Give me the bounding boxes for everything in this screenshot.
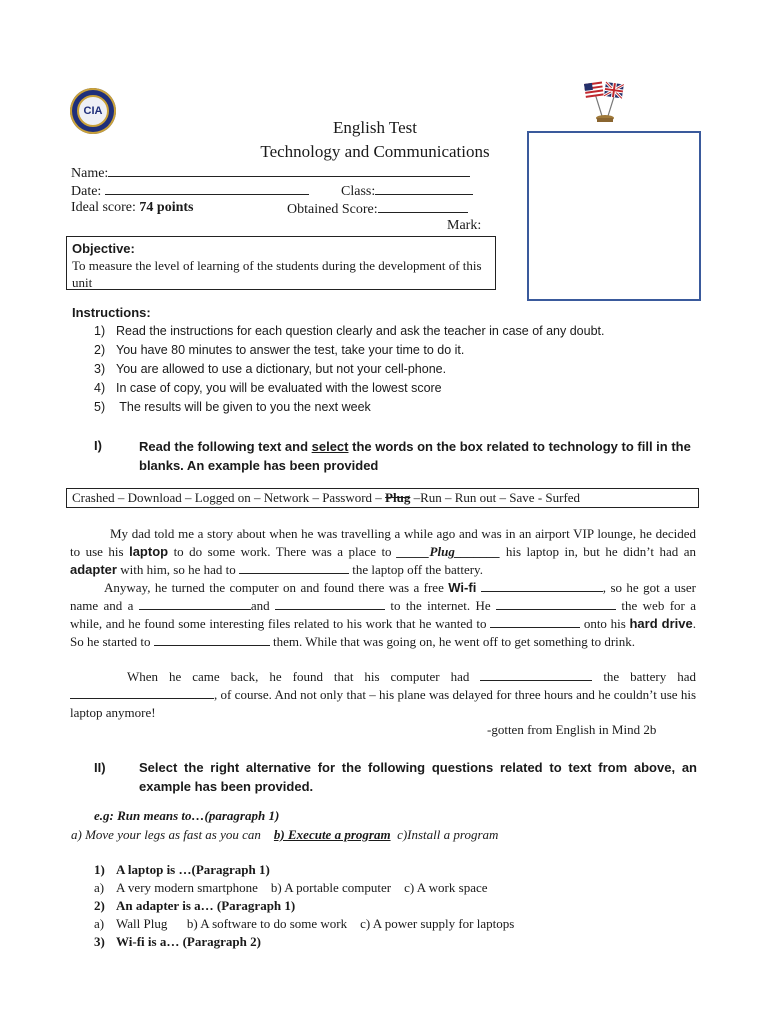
obtained-score-label: Obtained Score: <box>287 202 378 217</box>
blank-1[interactable] <box>239 562 349 574</box>
ideal-score-label: Ideal score: <box>71 200 136 215</box>
name-field[interactable] <box>71 164 470 182</box>
instruction-item: 3) You are allowed to use a dictionary, but not your cell-phone. <box>94 362 447 376</box>
class-label: Class: <box>341 184 376 199</box>
objective-heading: Objective: <box>72 241 135 256</box>
class-line[interactable] <box>375 182 473 195</box>
example-word: Plug <box>385 490 411 505</box>
word-box: Crashed – Download – Logged on – Network – Password – Plug –Run – Run out – Save - Surfed <box>66 488 699 508</box>
q2-option-b[interactable]: b) A software to do some work <box>186 916 348 931</box>
q2-option-c[interactable]: c) A power supply for laptops <box>360 916 515 931</box>
mark-label: Mark: <box>447 218 482 233</box>
story-paragraph-2: Anyway, he turned the computer on and found there was a free Wi-fi , so he got a user name and a and to the internet. He the web for a while, and he found some interesting files related to his work that he wanted to onto his hard drive. So he started to them. While that was going on, he went off to get something to drink. <box>70 580 697 649</box>
example-answer: _____Plug_______ <box>397 544 501 559</box>
q2-option-a[interactable]: Wall Plug <box>116 916 168 931</box>
q1-option-a[interactable]: A very modern smartphone <box>116 880 258 895</box>
name-line[interactable] <box>108 164 470 177</box>
instruction-item: 4) In case of copy, you will be evaluated with the lowest score <box>94 381 442 395</box>
objective-box <box>66 236 496 290</box>
question-1: 1) A laptop is …(Paragraph 1) <box>94 862 270 877</box>
blank-2[interactable] <box>481 580 603 592</box>
date-field[interactable] <box>71 182 309 200</box>
example-option-b: b) Execute a program <box>273 827 391 842</box>
test-subtitle: Technology and Communications <box>260 142 490 161</box>
section-1-number: I) <box>94 438 102 453</box>
question-2: 2) An adapter is a… (Paragraph 1) <box>94 898 296 913</box>
section-2-instructions: Select the right alternative for the following questions related to text from above, an example has been provided. <box>139 760 697 794</box>
date-label: Date: <box>71 184 102 199</box>
blank-3[interactable] <box>139 598 251 610</box>
name-label: Name: <box>71 166 109 181</box>
question-2-options: a) Wall Plug b) A software to do some work c) A power supply for laptops <box>94 916 515 931</box>
q1-option-c[interactable]: c) A work space <box>404 880 488 895</box>
test-title: English Test <box>333 118 417 137</box>
example-option-a: a) Move your legs as fast as you can <box>71 827 261 842</box>
question-1-options: a) A very modern smartphone b) A portable computer c) A work space <box>94 880 488 895</box>
section-2-number: II) <box>94 760 106 775</box>
source-citation: -gotten from English in Mind 2b <box>487 722 657 737</box>
blank-5[interactable] <box>496 598 616 610</box>
objective-text: To measure the level of learning of the students during the development of this unit <box>72 258 482 290</box>
instruction-item: 1) Read the instructions for each question clearly and ask the teacher in case of any doubt. <box>94 324 605 338</box>
question-3: 3) Wi-fi is a… (Paragraph 2) <box>94 934 261 949</box>
example-question: e.g: Run means to…(paragraph 1) <box>94 808 280 823</box>
obtained-score-field[interactable] <box>287 200 468 218</box>
blank-7[interactable] <box>154 634 270 646</box>
school-logo-text: CIA <box>77 95 109 127</box>
instructions-heading: Instructions: <box>72 305 151 320</box>
section-1-instructions: Read the following text and select the words on the box related to technology to fill in the blanks. An example has been provided <box>139 439 691 473</box>
ideal-score <box>71 200 194 216</box>
date-line[interactable] <box>105 182 309 195</box>
mark-field[interactable] <box>447 218 481 234</box>
blank-8[interactable] <box>480 669 592 681</box>
ideal-score-value: 74 points <box>139 200 194 215</box>
example-option-c: c)Install a program <box>397 827 499 842</box>
obtained-score-line[interactable] <box>378 200 468 213</box>
class-field[interactable] <box>341 182 473 200</box>
instruction-item: 2) You have 80 minutes to answer the test, take your time to do it. <box>94 343 465 357</box>
blank-4[interactable] <box>275 598 385 610</box>
story-paragraph-3: When he came back, he found that his computer had the battery had, of course. And not only that – his plane was delayed for three hours and he couldn’t use his laptop anymore! <box>70 669 696 720</box>
blank-6[interactable] <box>490 616 580 628</box>
q1-option-b[interactable]: b) A portable computer <box>270 880 392 895</box>
photo-box <box>527 131 701 301</box>
example-options <box>71 827 498 843</box>
story-paragraph-1: My dad told me a story about when he was travelling a while ago and was in an airport VIP lounge, he decided to use his laptop to do some work. There was a place to _____Plug_______ his laptop in, but he didn’t had an adapter with him, so he had to the laptop off the battery. <box>70 526 696 577</box>
instruction-item: 5) The results will be given to you the next week <box>94 400 371 414</box>
blank-9[interactable] <box>70 687 214 699</box>
